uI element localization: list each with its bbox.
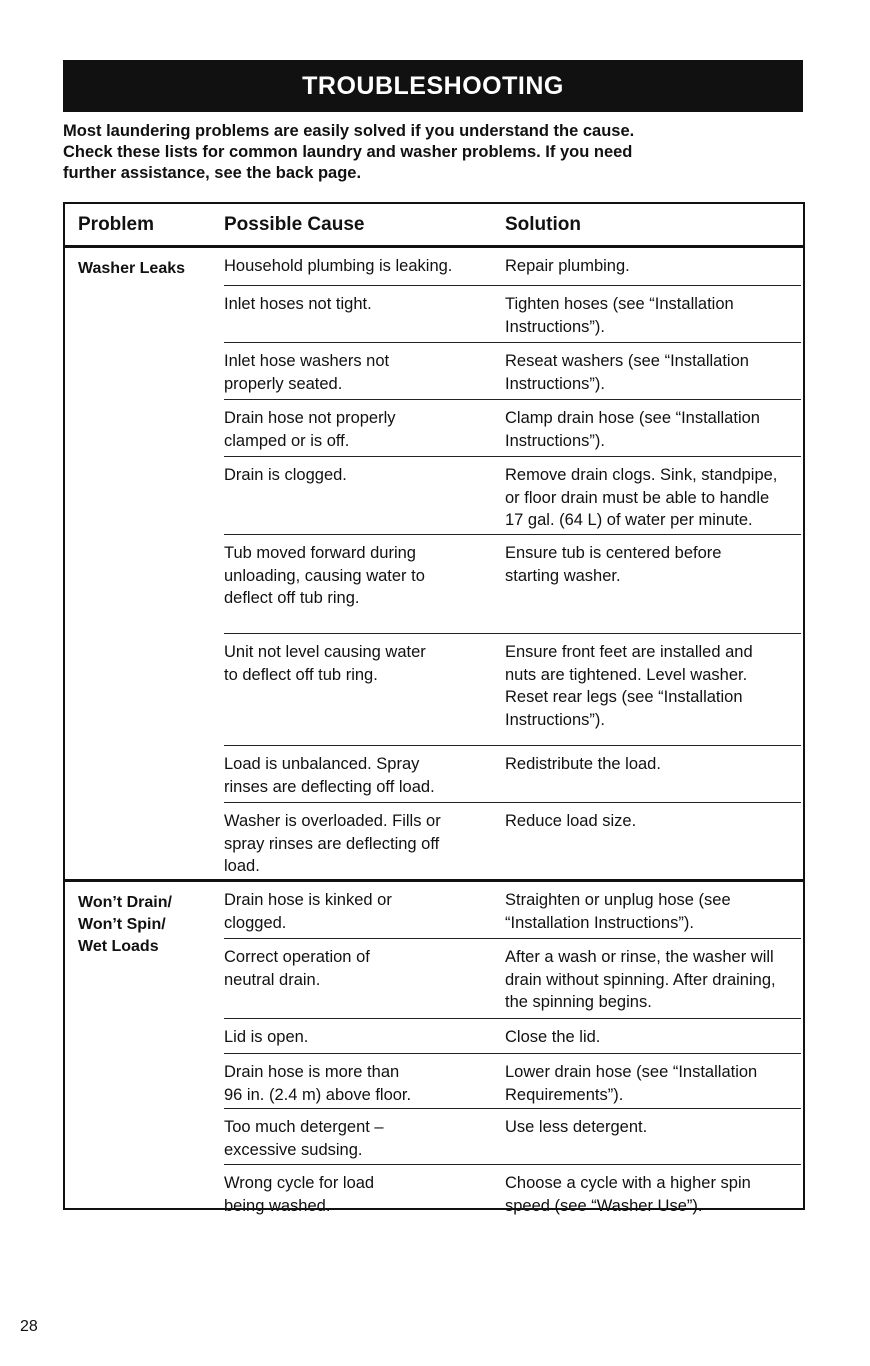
cause-line: Load is unbalanced. Spray [224, 755, 420, 773]
page-number: 28 [20, 1318, 38, 1335]
table-row [224, 457, 801, 535]
cause-line: Washer is overloaded. Fills or [224, 812, 441, 830]
page-title-banner [63, 60, 803, 112]
possible-cause-cell [224, 542, 494, 610]
page-title: TROUBLESHOOTING [302, 71, 564, 100]
table-header [65, 204, 803, 248]
solution-cell [505, 889, 805, 934]
problem-label [78, 258, 218, 280]
table-row [224, 634, 801, 746]
solution-cell [505, 407, 805, 452]
solution-line: Ensure tub is centered before [505, 544, 722, 562]
solution-line: Lower drain hose (see “Installation [505, 1063, 758, 1081]
cause-line: Too much detergent – [224, 1118, 384, 1136]
possible-cause-cell [224, 255, 494, 278]
possible-cause-cell [224, 889, 494, 934]
header-solution: Solution [505, 214, 581, 235]
cause-line: properly seated. [224, 374, 343, 393]
solution-line: Redistribute the load. [505, 755, 661, 773]
possible-cause-cell [224, 350, 494, 395]
solution-line: Choose a cycle with a higher spin [505, 1174, 751, 1192]
solution-line: Instructions”). [505, 431, 605, 450]
solution-cell [505, 753, 805, 776]
table-body [65, 248, 803, 1254]
cause-line: Correct operation of [224, 948, 370, 966]
cause-line: Lid is open. [224, 1028, 309, 1046]
cause-line: Drain hose is more than [224, 1063, 400, 1081]
table-row [224, 286, 801, 343]
solution-cell [505, 1061, 805, 1106]
cause-line: being washed. [224, 1196, 331, 1215]
solution-line: Close the lid. [505, 1028, 601, 1046]
solution-line: Use less detergent. [505, 1118, 648, 1136]
cause-line: spray rinses are deflecting off [224, 834, 440, 853]
solution-cell [505, 293, 805, 338]
problem-section [65, 882, 803, 1254]
table-row [224, 1109, 801, 1165]
table-row [224, 535, 801, 634]
possible-cause-cell [224, 753, 494, 798]
cause-line: rinses are deflecting off load. [224, 777, 435, 796]
header-problem: Problem [78, 214, 155, 235]
intro-line: Most laundering problems are easily solved if you understand the cause. [63, 122, 635, 140]
solution-cell [505, 1172, 805, 1217]
table-row [224, 939, 801, 1019]
solution-cell [505, 946, 805, 1014]
cause-line: clamped or is off. [224, 431, 350, 450]
problem-label-line: Won’t Spin/ [78, 916, 166, 933]
solution-line: Repair plumbing. [505, 257, 630, 275]
solution-cell [505, 542, 805, 587]
cause-line: Household plumbing is leaking. [224, 257, 453, 275]
header-possible-cause: Possible Cause [224, 214, 365, 235]
solution-line: or floor drain must be able to handle [505, 488, 770, 507]
possible-cause-cell [224, 1172, 494, 1217]
table-row [224, 746, 801, 803]
possible-cause-cell [224, 1116, 494, 1161]
cause-line: Drain hose not properly [224, 409, 396, 427]
cause-line: to deflect off tub ring. [224, 665, 378, 684]
possible-cause-cell [224, 464, 494, 487]
solution-line: Reseat washers (see “Installation [505, 352, 749, 370]
solution-line: Tighten hoses (see “Installation [505, 295, 734, 313]
table-row [224, 1165, 801, 1254]
intro-text [63, 121, 803, 184]
cause-line: 96 in. (2.4 m) above floor. [224, 1085, 412, 1104]
problem-label [78, 892, 218, 958]
problem-label-line: Won’t Drain/ [78, 894, 172, 911]
possible-cause-cell [224, 946, 494, 991]
solution-line: After a wash or rinse, the washer will [505, 948, 774, 966]
table-row [224, 343, 801, 400]
cause-line: neutral drain. [224, 970, 321, 989]
cause-line: Tub moved forward during [224, 544, 416, 562]
solution-line: Ensure front feet are installed and [505, 643, 753, 661]
cause-line: Unit not level causing water [224, 643, 426, 661]
table-row [224, 1054, 801, 1109]
table-row [224, 400, 801, 457]
solution-line: drain without spinning. After draining, [505, 970, 776, 989]
solution-cell [505, 1116, 805, 1139]
table-row [224, 1019, 801, 1054]
intro-line: further assistance, see the back page. [63, 164, 362, 182]
intro-line: Check these lists for common laundry and washer problems. If you need [63, 143, 633, 161]
troubleshooting-table [63, 202, 805, 1215]
table-row [224, 882, 801, 939]
cause-line: Inlet hose washers not [224, 352, 390, 370]
possible-cause-cell [224, 293, 494, 316]
solution-line: Clamp drain hose (see “Installation [505, 409, 760, 427]
solution-cell [505, 810, 805, 833]
cause-line: Drain is clogged. [224, 466, 347, 484]
solution-line: speed (see “Washer Use”). [505, 1196, 703, 1215]
possible-cause-cell [224, 641, 494, 686]
cause-line: unloading, causing water to [224, 566, 425, 585]
solution-cell [505, 255, 805, 278]
problem-label-line: Wet Loads [78, 938, 159, 955]
solution-cell [505, 464, 805, 532]
problem-section [65, 248, 803, 882]
solution-line: Reset rear legs (see “Installation [505, 688, 743, 706]
cause-line: deflect off tub ring. [224, 589, 360, 607]
cause-line: load. [224, 857, 260, 875]
solution-line: 17 gal. (64 L) of water per minute. [505, 511, 753, 529]
solution-cell [505, 350, 805, 395]
solution-line: “Installation Instructions”). [505, 913, 694, 932]
possible-cause-cell [224, 1026, 494, 1049]
solution-line: Remove drain clogs. Sink, standpipe, [505, 466, 778, 484]
cause-line: Wrong cycle for load [224, 1174, 375, 1192]
solution-line: Requirements”). [505, 1085, 624, 1104]
solution-line: the spinning begins. [505, 993, 652, 1011]
solution-line: nuts are tightened. Level washer. [505, 665, 748, 684]
table-row [224, 803, 801, 879]
solution-line: Instructions”). [505, 317, 605, 336]
possible-cause-cell [224, 1061, 494, 1106]
solution-line: Instructions”). [505, 374, 605, 393]
cause-line: clogged. [224, 913, 287, 932]
problem-label-line: Washer Leaks [78, 260, 186, 277]
possible-cause-cell [224, 810, 494, 878]
cause-line: Inlet hoses not tight. [224, 295, 372, 313]
solution-line: Reduce load size. [505, 812, 637, 830]
solution-cell [505, 641, 805, 731]
possible-cause-cell [224, 407, 494, 452]
cause-line: excessive sudsing. [224, 1140, 363, 1159]
cause-line: Drain hose is kinked or [224, 891, 392, 909]
solution-cell [505, 1026, 805, 1049]
solution-line: starting washer. [505, 566, 621, 585]
solution-line: Straighten or unplug hose (see [505, 891, 731, 909]
solution-line: Instructions”). [505, 710, 605, 729]
table-row [224, 248, 801, 286]
